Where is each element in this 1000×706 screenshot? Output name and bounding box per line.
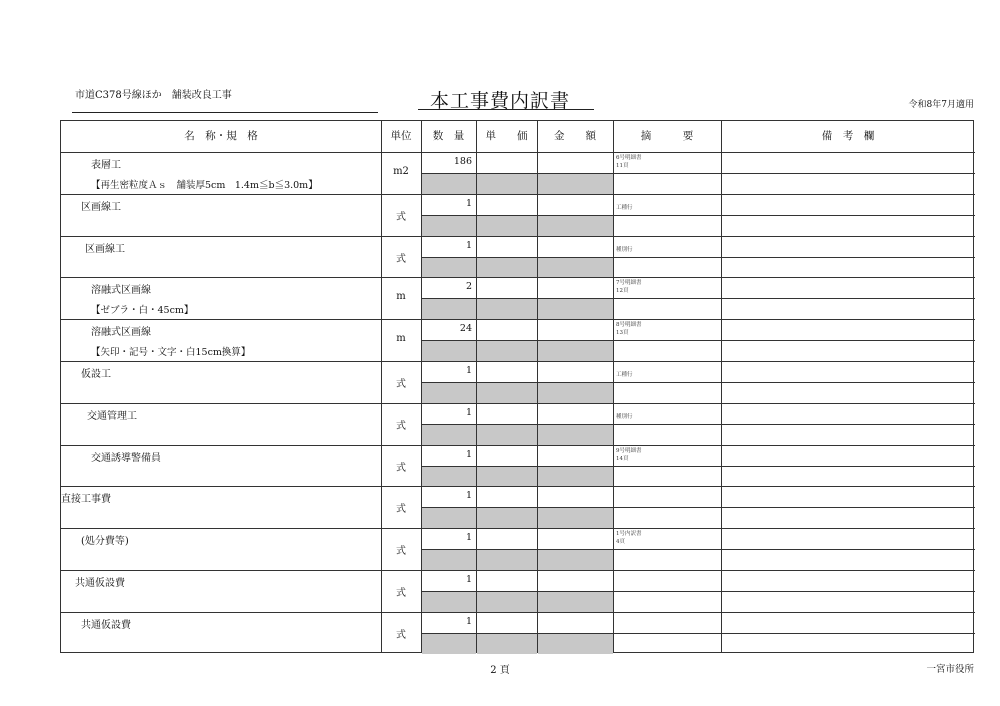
project-name: 市道C378号線ほか 舗装改良工事 [75, 90, 232, 101]
item-name: 溶融式区画線 [91, 327, 151, 339]
summary-page: 11頁 [616, 163, 629, 169]
page-title: 本工事費内訳書 [430, 90, 571, 112]
title-underline [418, 109, 594, 110]
amount-shaded-cell [538, 258, 613, 278]
item-spec: 【ゼブラ・白・45cm】 [91, 305, 194, 317]
row-divider [61, 612, 975, 613]
price-shaded-cell [477, 174, 537, 194]
item-quantity: 1 [465, 448, 472, 460]
price-shaded-cell [477, 383, 537, 403]
item-unit: 式 [396, 420, 406, 432]
qty-shaded-cell [422, 425, 476, 445]
item-unit: 式 [396, 504, 406, 516]
breakdown-table [60, 120, 974, 653]
summary-ref: 9号明細書 [616, 447, 642, 454]
row-midline [421, 173, 975, 174]
item-quantity: 1 [465, 239, 472, 251]
page-number: 2 頁 [490, 665, 510, 676]
amount-shaded-cell [538, 592, 613, 612]
amount-shaded-cell [538, 174, 613, 194]
item-name: 表層工 [91, 160, 121, 171]
price-shaded-cell [477, 299, 537, 319]
row-divider [61, 570, 975, 571]
item-name: 共通仮設費 [75, 578, 125, 589]
item-unit: m2 [393, 165, 409, 177]
effective-date: 令和8年7月適用 [908, 100, 974, 110]
row-midline [421, 215, 975, 216]
amount-shaded-cell [538, 216, 613, 236]
summary-ref: 6号明細書 [616, 155, 642, 161]
qty-shaded-cell [422, 258, 476, 278]
col-header-price: 単 価 [485, 130, 528, 142]
row-midline [421, 257, 975, 258]
price-shaded-cell [477, 550, 537, 570]
row-divider [61, 319, 975, 320]
item-name: 区画線工 [85, 243, 125, 255]
header-divider [61, 152, 975, 153]
price-shaded-cell [477, 258, 537, 278]
qty-shaded-cell [422, 174, 476, 194]
row-divider [61, 486, 975, 487]
qty-shaded-cell [422, 299, 476, 319]
row-divider [61, 403, 975, 404]
row-midline [421, 549, 975, 550]
amount-shaded-cell [538, 634, 613, 654]
price-shaded-cell [477, 508, 537, 528]
row-divider [61, 528, 975, 529]
amount-shaded-cell [538, 299, 613, 319]
summary-page: 工種行 [616, 372, 633, 378]
row-midline [421, 466, 975, 467]
item-quantity: 1 [465, 197, 472, 209]
column-divider [613, 121, 614, 652]
item-quantity: 1 [465, 574, 472, 585]
item-quantity: 1 [465, 615, 472, 627]
item-name: 交通管理工 [87, 410, 137, 422]
item-name: 交通誘導警備員 [91, 452, 161, 464]
qty-shaded-cell [422, 592, 476, 612]
item-quantity: 24 [459, 323, 472, 335]
price-shaded-cell [477, 425, 537, 445]
row-midline [421, 633, 975, 634]
item-unit: 式 [396, 462, 406, 474]
item-quantity: 1 [465, 365, 472, 376]
item-quantity: 186 [453, 156, 472, 167]
col-header-unit: 単位 [390, 130, 412, 142]
summary-page: 12頁 [616, 288, 629, 295]
item-spec: 【矢印・記号・文字・白15cm換算】 [91, 347, 251, 359]
amount-shaded-cell [538, 467, 613, 487]
item-unit: m [396, 291, 406, 303]
item-name: 仮設工 [81, 369, 111, 380]
project-underline [72, 112, 378, 113]
item-name: 区画線工 [81, 201, 121, 213]
price-shaded-cell [477, 467, 537, 487]
item-unit: 式 [396, 629, 406, 641]
summary-ref: 8号明細書 [616, 322, 642, 329]
qty-shaded-cell [422, 216, 476, 236]
price-shaded-cell [477, 592, 537, 612]
item-quantity: 1 [465, 406, 472, 418]
item-quantity: 1 [465, 532, 472, 544]
qty-shaded-cell [422, 467, 476, 487]
row-divider [61, 236, 975, 237]
qty-shaded-cell [422, 508, 476, 528]
qty-shaded-cell [422, 550, 476, 570]
summary-page: 4頁 [616, 539, 625, 546]
summary-ref: 7号明細書 [616, 280, 642, 287]
item-name: 溶融式区画線 [91, 285, 151, 297]
row-divider [61, 277, 975, 278]
price-shaded-cell [477, 341, 537, 361]
price-shaded-cell [477, 634, 537, 654]
col-header-remarks: 備 考 欄 [821, 130, 875, 142]
amount-shaded-cell [538, 550, 613, 570]
summary-ref: 1号内訳書 [616, 531, 642, 538]
row-divider [61, 194, 975, 195]
column-divider [721, 121, 722, 652]
price-shaded-cell [477, 216, 537, 236]
row-midline [421, 340, 975, 341]
amount-shaded-cell [538, 425, 613, 445]
row-midline [421, 507, 975, 508]
summary-page: 14頁 [616, 455, 629, 462]
item-unit: 式 [396, 211, 406, 223]
row-divider [61, 361, 975, 362]
col-header-name: 名 称・規 格 [184, 130, 258, 142]
qty-shaded-cell [422, 341, 476, 361]
row-divider [61, 445, 975, 446]
row-midline [421, 382, 975, 383]
item-unit: m [396, 333, 406, 345]
item-unit: 式 [396, 546, 406, 558]
summary-page: 工種行 [616, 204, 633, 211]
amount-shaded-cell [538, 383, 613, 403]
amount-shaded-cell [538, 508, 613, 528]
summary-page: 種別行 [616, 413, 633, 420]
item-name: 共通仮設費 [81, 619, 131, 631]
summary-page: 13頁 [616, 330, 629, 337]
item-unit: 式 [396, 587, 406, 599]
col-header-summary: 摘 要 [640, 130, 694, 142]
item-quantity: 1 [465, 490, 472, 502]
item-quantity: 2 [465, 281, 472, 293]
item-unit: 式 [396, 378, 406, 390]
col-header-qty: 数 量 [432, 130, 465, 142]
item-name: (処分費等) [81, 536, 129, 548]
row-midline [421, 591, 975, 592]
organization: 一宮市役所 [926, 664, 974, 675]
qty-shaded-cell [422, 634, 476, 654]
row-midline [421, 298, 975, 299]
qty-shaded-cell [422, 383, 476, 403]
item-spec: 【再生密粒度Ａｓ 舗装厚5cm 1.4m≦b≦3.0m】 [91, 180, 318, 191]
col-header-amount: 金 額 [554, 130, 596, 142]
amount-shaded-cell [538, 341, 613, 361]
item-name: 直接工事費 [61, 494, 111, 506]
row-midline [421, 424, 975, 425]
item-unit: 式 [396, 253, 406, 265]
summary-page: 種別行 [616, 246, 633, 253]
